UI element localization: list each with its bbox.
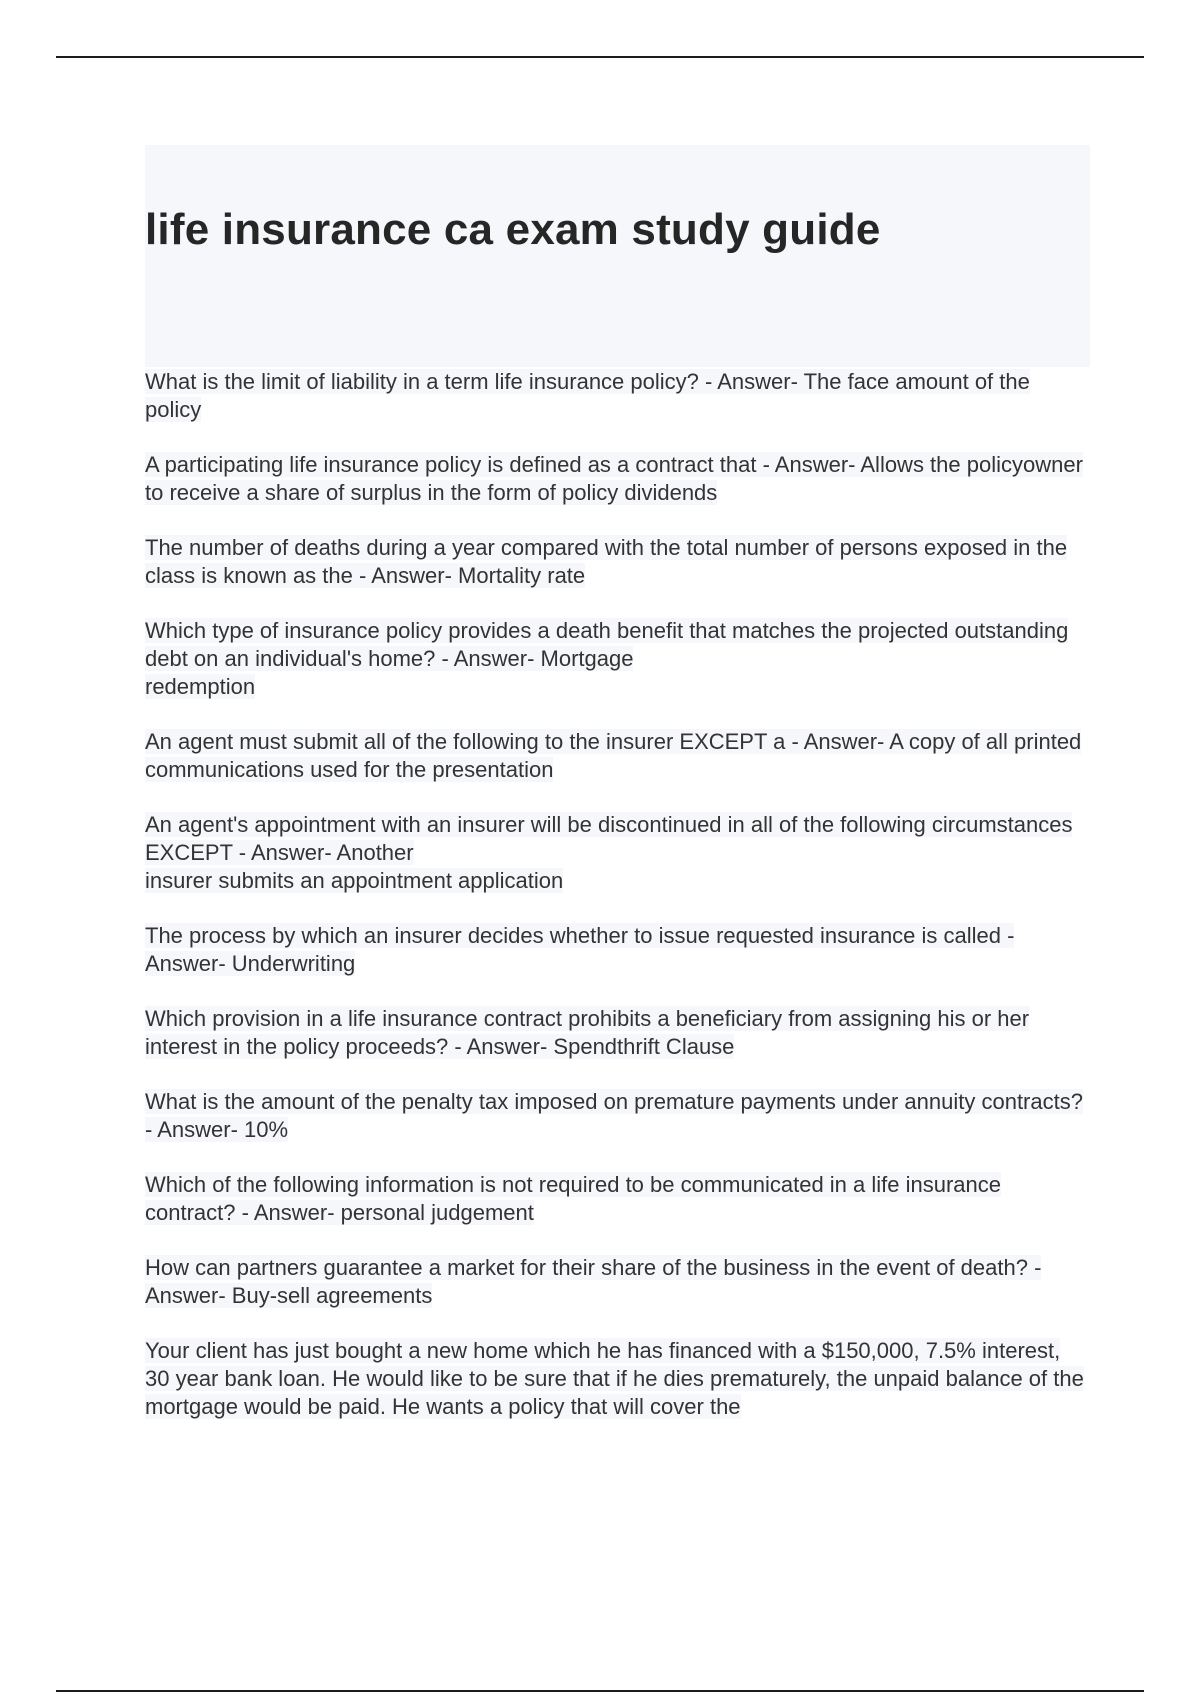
qa-item xyxy=(145,1171,1090,1227)
qa-text: A participating life insurance policy is defined as a contract that - Answer- Allows the policyowner to receive a share of surplus in the form of policy dividends xyxy=(145,452,1083,505)
page-title: life insurance ca exam study guide xyxy=(145,205,881,254)
qa-text: What is the limit of liability in a term life insurance policy? - Answer- The face amount of the policy xyxy=(145,369,1030,422)
qa-list xyxy=(145,368,1090,1448)
qa-item xyxy=(145,728,1090,784)
qa-item xyxy=(145,534,1090,590)
qa-text: Which type of insurance policy provides a death benefit that matches the projected outstanding debt on an individual's home? - Answer- Mortgage redemption xyxy=(145,618,1069,699)
qa-text: The number of deaths during a year compared with the total number of persons exposed in the class is known as the - Answer- Mortality rate xyxy=(145,535,1068,588)
bottom-rule xyxy=(56,1690,1144,1692)
qa-item xyxy=(145,1088,1090,1144)
top-rule xyxy=(56,56,1144,58)
qa-item xyxy=(145,368,1090,424)
qa-item xyxy=(145,1254,1090,1310)
title-block xyxy=(145,145,1090,367)
qa-item xyxy=(145,1337,1090,1421)
qa-text: What is the amount of the penalty tax imposed on premature payments under annuity contracts? - Answer- 10% xyxy=(145,1089,1083,1142)
qa-text: Which provision in a life insurance contract prohibits a beneficiary from assigning his or her interest in the policy proceeds? - Answer- Spendthrift Clause xyxy=(145,1006,1030,1059)
qa-text: Your client has just bought a new home which he has financed with a $150,000, 7.5% interest, 30 year bank loan. He would like to be sure that if he dies prematurely, the unpaid balance of the mortgage would be paid. He wants a policy that will cover the xyxy=(145,1338,1084,1419)
qa-item xyxy=(145,811,1090,895)
qa-text: An agent must submit all of the following to the insurer EXCEPT a - Answer- A copy of all printed communications used for the presentation xyxy=(145,729,1082,782)
qa-item xyxy=(145,451,1090,507)
qa-item xyxy=(145,1005,1090,1061)
qa-item xyxy=(145,922,1090,978)
qa-text: The process by which an insurer decides whether to issue requested insurance is called - Answer- Underwriting xyxy=(145,923,1015,976)
qa-item xyxy=(145,617,1090,701)
qa-text: An agent's appointment with an insurer will be discontinued in all of the following circumstances EXCEPT - Answer- Another insurer submits an appointment application xyxy=(145,812,1073,893)
qa-text: How can partners guarantee a market for their share of the business in the event of death? - Answer- Buy-sell agreements xyxy=(145,1255,1042,1308)
qa-text: Which of the following information is not required to be communicated in a life insurance contract? - Answer- personal judgement xyxy=(145,1172,1002,1225)
